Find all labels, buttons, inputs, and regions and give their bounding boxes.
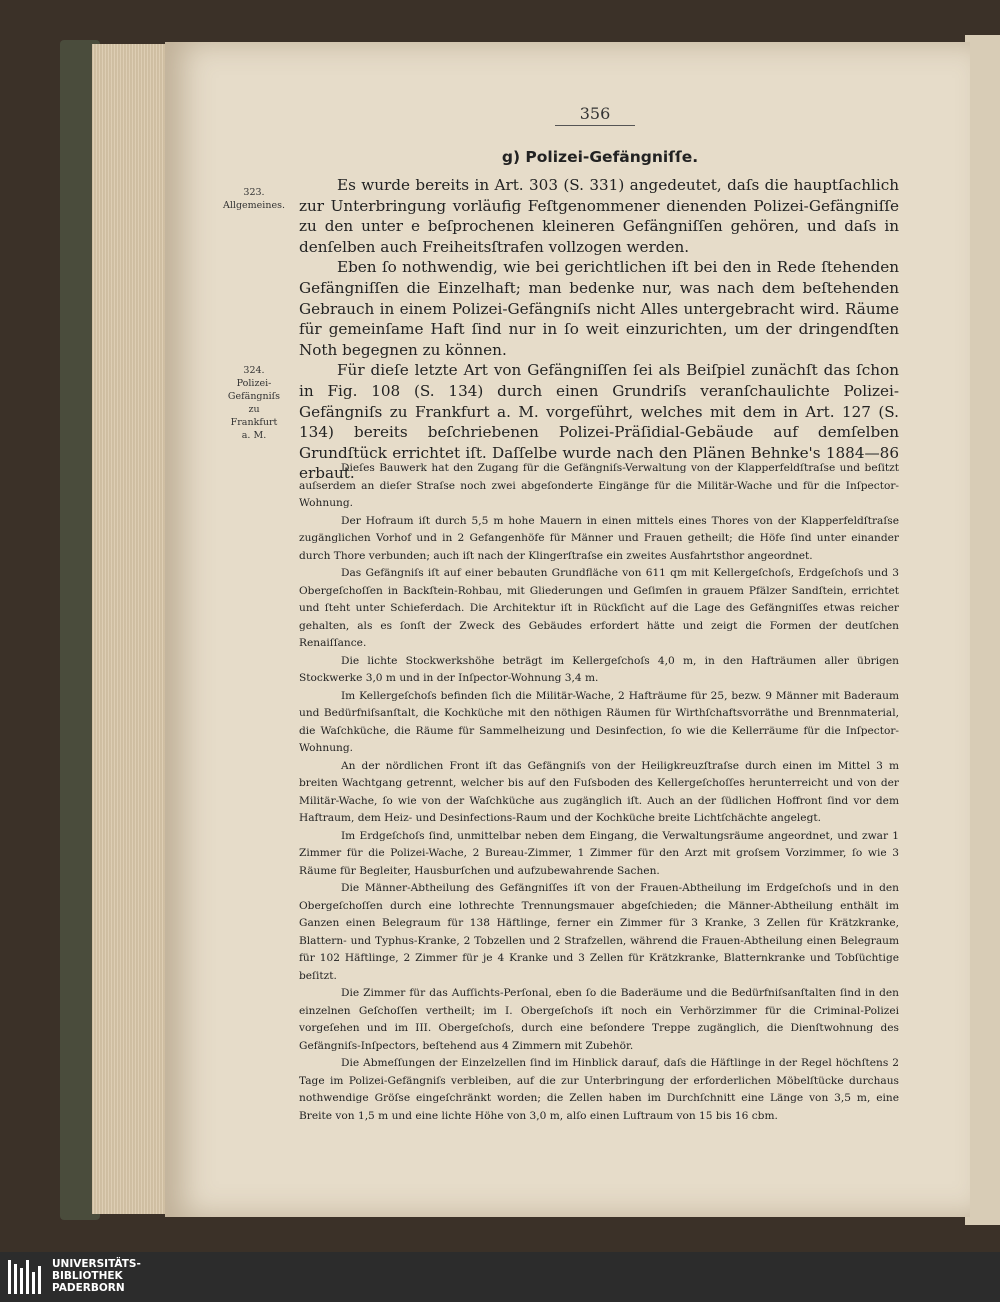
facing-page-edge xyxy=(965,35,1000,1225)
main-paragraph: Es wurde bereits in Art. 303 (S. 331) angedeutet, daſs die hauptſachlich zur Unterbringung vorläufig Feſtgenommener dienenden Polizei-Gefängniſſe zu den unter e beſprochenen kleineren Gefängniſſen gehören, und daſs in denſelben auch Freiheitsſtrafen vollzogen werden. xyxy=(299,176,899,256)
side-note-line: 324. xyxy=(243,365,265,376)
small-paragraph: Die Männer-Abtheilung des Gefängniſſes iſt von der Frauen-Abtheilung im Erdgeſchoſs und in den Obergeſchoſſen durch eine lothrechte Trennungsmauer abgeſchieden; die Männer-Abtheilung enthält im Ganzen einen Belegraum für 138 Häftlinge, ferner ein Zimmer für 3 Kranke, 3 Zellen für Krätzkranke, Blattern- und Typhus-Kranke, 2 Tobzellen und 2 Strafzellen, während die Frauen-Abtheilung einen Belegraum für 102 Häftlinge, 2 Zimmer für je 4 Kranke und 3 Zellen für Krätzkranke, Blatternkranke und Tobſüchtige beſitzt. xyxy=(299,882,899,982)
side-note-line: 323. xyxy=(243,187,265,198)
small-paragraph: Die Zimmer für das Aufſichts-Perſonal, eben ſo die Baderäume und die Bedürfniſsanſtalten ſind in den einzelnen Geſchoſſen vertheilt; im I. Obergeſchoſs iſt noch ein Verhörzimmer für die Criminal-Polizei vorgeſehen und im III. Obergeſchoſs, durch eine beſondere Treppe zugänglich, die Dienſtwohnung des Gefängniſs-Inſpectors, beſtehend aus 4 Zimmern mit Zubehör. xyxy=(299,987,899,1052)
small-print-text xyxy=(299,460,899,1125)
page-number: 356 xyxy=(555,104,635,126)
side-note-allgemeines xyxy=(214,186,294,212)
small-paragraph: Die Abmeſſungen der Einzelzellen ſind im Hinblick darauf, daſs die Häftlinge in der Regel höchſtens 2 Tage im Polizei-Gefängniſs verbleiben, auf die zur Unterbringung der erforderlichen Möbelſtücke durchaus nothwendige Gröſse eingeſchränkt worden; die Zellen haben im Durchſchnitt eine Länge von 3,5 m, eine Breite von 1,5 m und eine lichte Höhe von 3,0 m, alſo einen Luftraum von 15 bis 16 cbm. xyxy=(299,1057,899,1122)
small-paragraph: Das Gefängniſs iſt auf einer bebauten Grundfläche von 611 qm mit Kellergeſchoſs, Erdgeſchoſs und 3 Obergeſchoſſen in Backſtein-Rohbau, mit Gliederungen und Geſimſen in grauem Pfälzer Sandſtein, errichtet und ſteht unter Schieferdach. Die Architektur iſt in Rückſicht auf die Lage des Gefängniſſes etwas reicher gehalten, als es ſonſt der Zweck des Gebäudes erfordert hätte und zeigt die Formen der deutſchen Renaiſſance. xyxy=(299,567,899,649)
logo-line: UNIVERSITÄTS- xyxy=(52,1258,141,1270)
side-note-line: Allgemeines. xyxy=(223,200,285,211)
section-title: g) Polizei-Gefängniſſe. xyxy=(501,148,699,166)
main-text xyxy=(299,175,899,484)
side-note-line: a. M. xyxy=(241,430,267,441)
library-footer xyxy=(0,1252,1000,1302)
main-paragraph: Eben ſo nothwendig, wie bei gerichtlichen iſt bei den in Rede ſtehenden Gefängniſſen die Einzelhaft; man bedenke nur, was nach dem beſtehenden Gebrauch in einem Polizei-Gefängniſs nicht Alles untergebracht wird. Räume für gemeinſame Haft ſind nur in ſo weit einzurichten, um der dringendſten Noth begegnen zu können. xyxy=(299,258,899,359)
small-paragraph: Der Hofraum iſt durch 5,5 m hohe Mauern in einen mittels eines Thores von der Klapperfeldſtraſse zugänglichen Vorhof und in 2 Gefangenhöfe für Männer und Frauen getheilt; die Höfe ſind unter einander durch Thore verbunden; auch iſt nach der Klingerſtraſse ein zweites Ausfahrtsthor angeordnet. xyxy=(299,514,899,562)
library-logo-icon xyxy=(8,1260,48,1294)
logo-line: PADERBORN xyxy=(52,1282,125,1294)
main-paragraph: Für dieſe letzte Art von Gefängniſſen ſei als Beiſpiel zunächſt das ſchon in Fig. 108 (S. 134) durch einen Grundriſs veranſchaulichte Polizei-Gefängniſs zu Frankfurt a. M. vorgeführt, welches mit dem in Art. 127 (S. 134) bereits beſchriebenen Polizei-Präſidial-Gebäude auf demſelben Grundſtück errichtet iſt. Daſſelbe wurde nach den Plänen Behnke's 1884—86 erbaut. xyxy=(299,361,899,483)
small-paragraph: Im Kellergeſchoſs befinden ſich die Militär-Wache, 2 Hafträume für 25, bezw. 9 Männer mit Baderaum und Bedürfniſsanſtalt, die Kochküche mit den nöthigen Räumen für Wirthſchaftsvorräthe und Brennmaterial, die Waſchküche, die Räume für Sammelheizung und Desinfection, ſo wie die Kellerräume für die Inſpector-Wohnung. xyxy=(299,689,899,754)
small-paragraph: Dieſes Bauwerk hat den Zugang für die Gefängniſs-Verwaltung von der Klapperfeldſtraſse und beſitzt auſserdem an dieſer Straſse noch zwei abgeſonderte Eingänge für die Militär-Wache und für die Inſpector-Wohnung. xyxy=(299,462,899,509)
page-edges xyxy=(92,44,170,1214)
side-note-line: Gefängniſs xyxy=(227,391,281,402)
library-logo-text xyxy=(52,1258,141,1294)
side-note-line: zu xyxy=(248,404,260,415)
logo-line: BIBLIOTHEK xyxy=(52,1270,123,1282)
side-note-line: Frankfurt xyxy=(230,417,278,428)
side-note-frankfurt xyxy=(214,364,294,442)
small-paragraph: Die lichte Stockwerkshöhe beträgt im Kellergeſchoſs 4,0 m, in den Hafträumen aller übrigen Stockwerke 3,0 m und in der Inſpector-Wohnung 3,4 m. xyxy=(299,654,899,684)
small-paragraph: An der nördlichen Front iſt das Gefängniſs von der Heiligkreuzſtraſse durch einen im Mittel 3 m breiten Wachtgang getrennt, welcher bis auf den Fuſsboden des Kellergeſchoſſes herunterreicht und von der Militär-Wache, ſo wie von der Waſchküche aus zugänglich iſt. Auch an der ſüdlichen Hoffront ſind vor dem Haftraum, dem Heiz- und Desinfections-Raum und der Kochküche breite Lichtſchächte angelegt. xyxy=(299,759,899,824)
small-paragraph: Im Erdgeſchoſs ſind, unmittelbar neben dem Eingang, die Verwaltungsräume angeordnet, und zwar 1 Zimmer für die Polizei-Wache, 2 Bureau-Zimmer, 1 Zimmer für den Arzt mit groſsem Vorzimmer, ſo wie 3 Räume für Begleiter, Hausburſchen und aufzubewahrende Sachen. xyxy=(299,829,899,877)
side-note-line: Polizei- xyxy=(236,378,272,389)
